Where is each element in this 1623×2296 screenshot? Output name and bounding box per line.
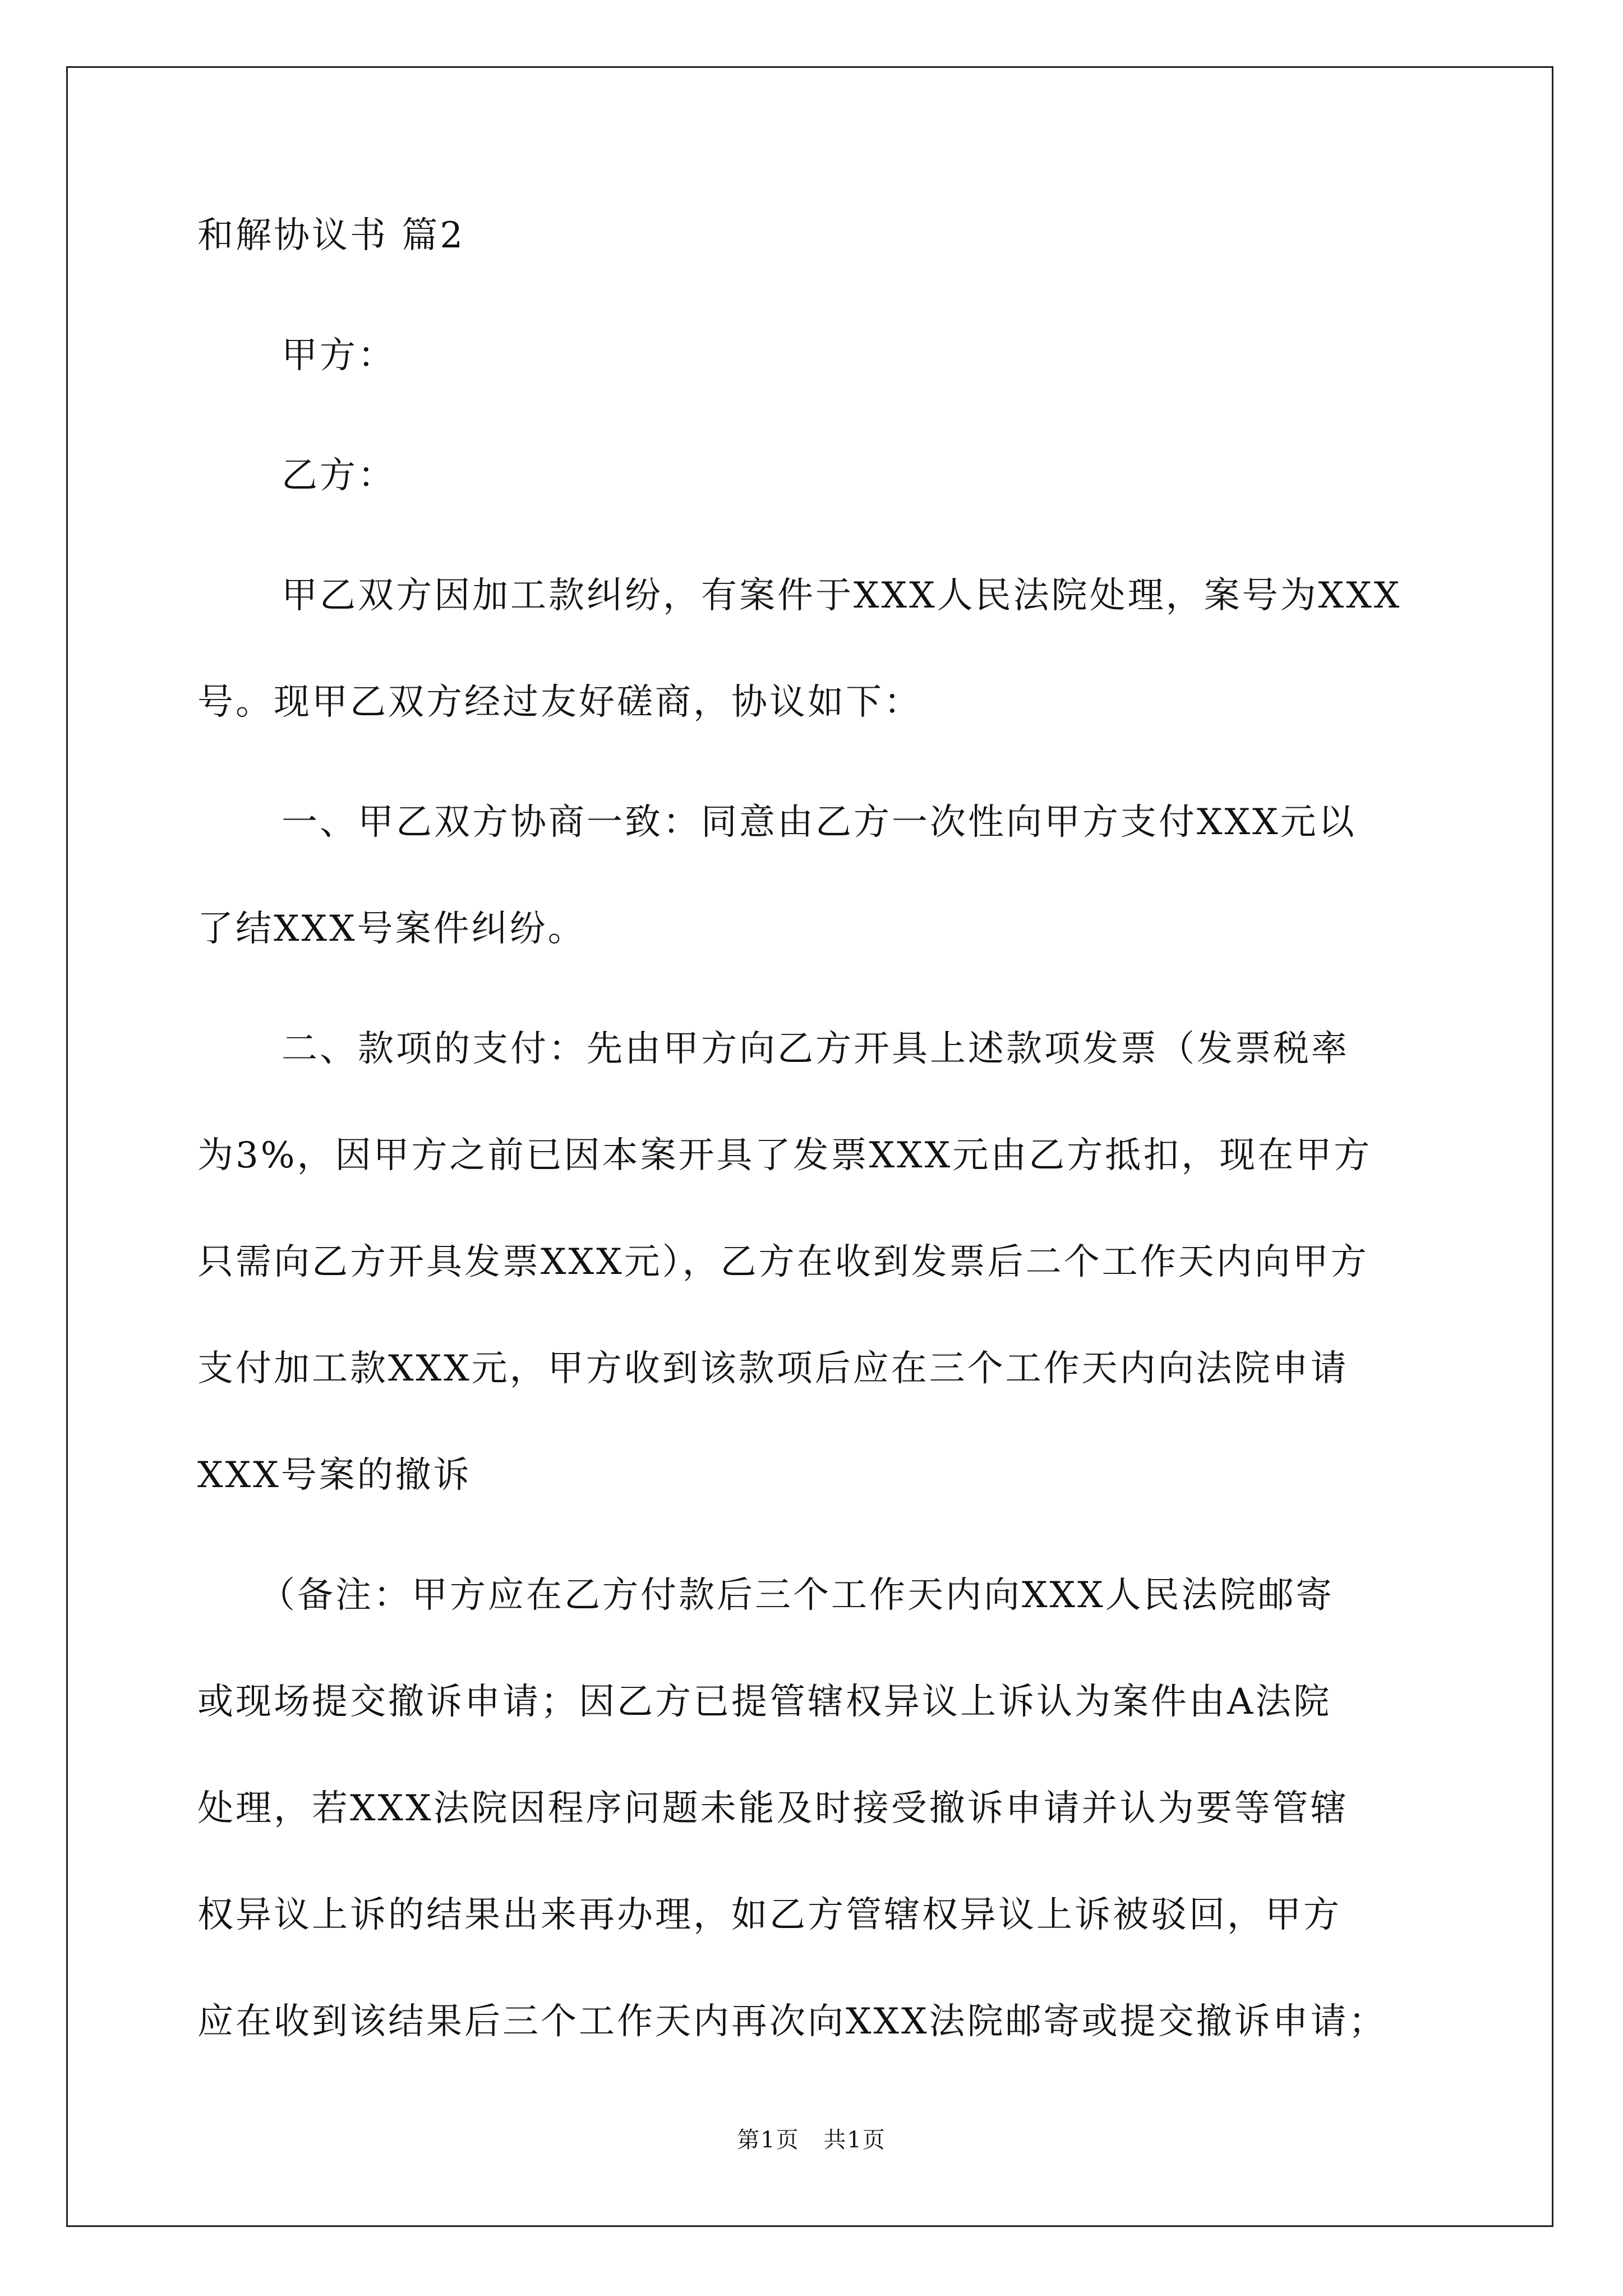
page-footer (0, 2129, 1623, 2151)
paragraph-line: 了结XXX号案件纠纷。 (197, 908, 586, 950)
party-a-label: 甲方： (282, 335, 396, 376)
paragraph-line: 权异议上诉的结果出来再办理，如乙方管辖权异议上诉被驳回，甲方 (197, 1894, 1341, 1936)
party-b-label: 乙方： (282, 455, 396, 496)
paragraph-line: 支付加工款XXX元，甲方收到该款项后应在三个工作天内向法院申请 (197, 1348, 1349, 1389)
paragraph-line: 处理，若XXX法院因程序问题未能及时接受撤诉申请并认为要等管辖 (197, 1788, 1349, 1829)
paragraph-line: 甲乙双方因加工款纠纷，有案件于XXX人民法院处理，案号为XXX (282, 575, 1402, 616)
paragraph-clause-one (197, 802, 1431, 950)
paragraph-line: 应在收到该结果后三个工作天内再次向XXX法院邮寄或提交撤诉申请； (197, 2001, 1387, 2042)
paragraph-line: 号。现甲乙双方经过友好磋商，协议如下： (197, 682, 922, 723)
paragraph-clause-two (197, 1028, 1431, 1496)
paragraph-line: 或现场提交撤诉申请；因乙方已提管辖权异议上诉认为案件由A法院 (197, 1681, 1332, 1723)
paragraph-line: XXX号案的撤诉 (197, 1455, 472, 1496)
paragraph-line: （备注：甲方应在乙方付款后三个工作天内向XXX人民法院邮寄 (259, 1575, 1334, 1616)
paragraph-note (197, 1577, 1431, 2040)
document-body (197, 215, 1431, 2042)
paragraph-dispute (197, 575, 1431, 723)
document-title: 和解协议书 篇2 (197, 215, 465, 256)
paragraph-line: 二、款项的支付：先由甲方向乙方开具上述款项发票（发票税率 (282, 1028, 1349, 1070)
page-number-current: 第1页 (737, 2127, 800, 2153)
page-number-total: 共1页 (823, 2127, 886, 2153)
paragraph-line: 只需向乙方开具发票XXX元），乙方在收到发票后二个工作天内向甲方 (197, 1241, 1369, 1283)
paragraph-line: 为3%，因甲方之前已因本案开具了发票XXX元由乙方抵扣，现在甲方 (197, 1135, 1372, 1176)
paragraph-line: 一、甲乙双方协商一致：同意由乙方一次性向甲方支付XXX元以 (282, 802, 1357, 843)
